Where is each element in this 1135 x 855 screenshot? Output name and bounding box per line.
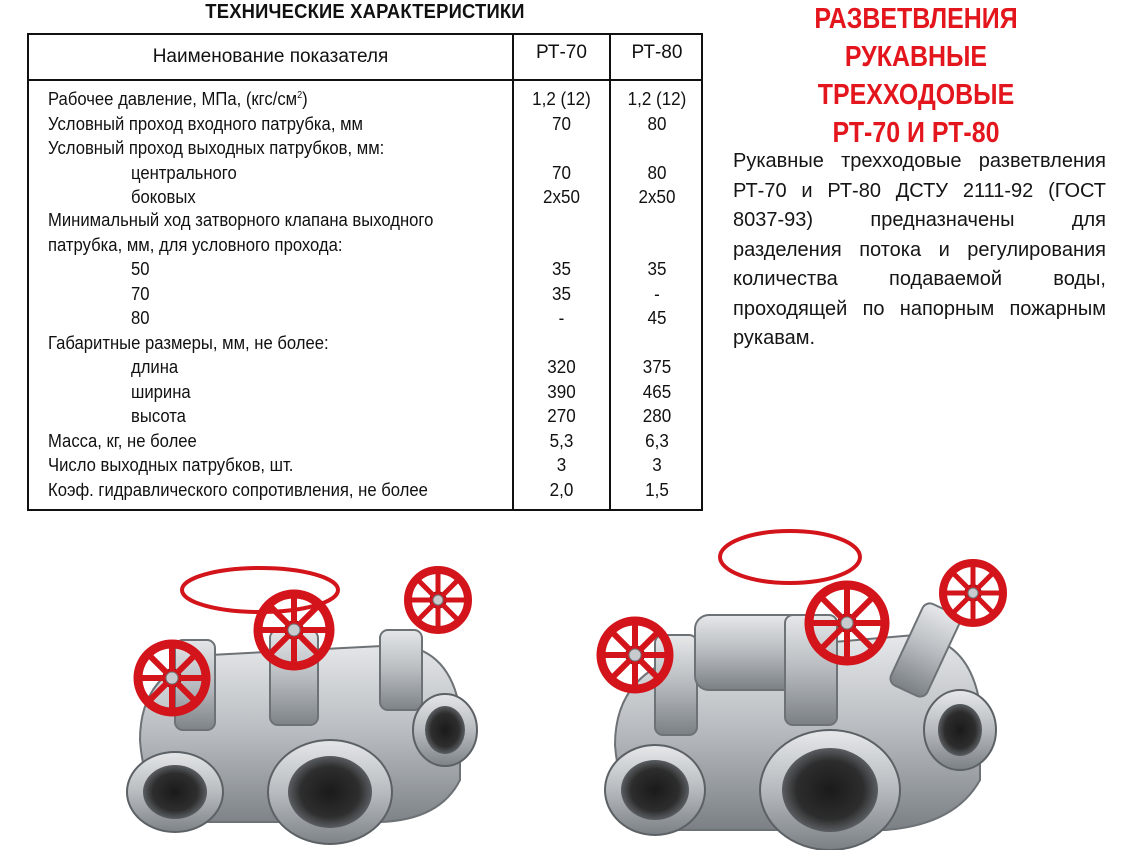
table-row — [29, 404, 701, 429]
row-value-rt80: 1,5 — [645, 478, 669, 500]
row-value-rt80: - — [654, 282, 660, 304]
row-label: боковых — [131, 186, 196, 207]
row-label: патрубка, мм, для условного прохода: — [48, 233, 343, 255]
row-label: Минимальный ход затворного клапана выходного — [48, 209, 434, 230]
spec-table — [27, 33, 703, 511]
header-rt80: РТ-80 — [631, 42, 683, 63]
row-label: Масса, кг, не более — [48, 429, 197, 451]
row-value-rt70: 35 — [552, 258, 571, 279]
row-label: ширина — [131, 380, 191, 402]
row-label: длина — [131, 356, 179, 377]
row-value-rt70: 70 — [552, 161, 571, 183]
row-label: Условный проход выходных патрубков, мм: — [48, 137, 385, 158]
table-row — [29, 282, 701, 307]
table-row — [29, 233, 701, 258]
header-divider — [29, 79, 701, 81]
row-value-rt70: 270 — [547, 405, 576, 426]
row-value-rt70: 390 — [547, 380, 576, 402]
row-label: высота — [131, 405, 186, 426]
row-value-rt70: 1,2 (12) — [532, 88, 591, 109]
row-label: Рабочее давление, МПа, $(кгс/см^2)$ — [48, 88, 308, 109]
row-value-rt70: 70 — [552, 112, 571, 134]
row-value-rt70: 320 — [547, 356, 576, 377]
product-photo-rt70 — [100, 560, 510, 850]
product-photo-rt80 — [585, 525, 1030, 850]
table-row — [29, 478, 701, 503]
table-row — [29, 208, 701, 233]
table-row — [29, 429, 701, 454]
table-row — [29, 306, 701, 331]
table-row — [29, 161, 701, 186]
table-row — [29, 453, 701, 478]
row-value-rt80: 80 — [647, 112, 667, 134]
row-value-rt70: 35 — [552, 282, 571, 304]
table-row — [29, 355, 701, 380]
row-value-rt70: 2х50 — [543, 186, 580, 207]
row-value-rt80: 35 — [647, 258, 667, 279]
header-name: Наименование показателя — [152, 46, 389, 67]
product-description: Рукавные трехходовые разветвления РТ-70 и РТ-80 ДСТУ 2111-92 (ГОСТ 8037-93) предназначены для разделения потока и регулирования количества подаваемой воды, проходящей по напорным пожарным рукавам. — [733, 150, 1106, 349]
row-value-rt70: - — [558, 307, 565, 328]
row-label: Условный проход входного патрубка, мм — [48, 112, 363, 134]
product-title-line: РТ-70 И РТ-80 — [832, 117, 1000, 149]
table-row — [29, 87, 701, 112]
table-row — [29, 331, 701, 356]
row-label: Коэф. гидравлического сопротивления, не более — [48, 478, 428, 500]
table-heading: ТЕХНИЧЕСКИЕ ХАРАКТЕРИСТИКИ — [205, 1, 525, 23]
row-label: 80 — [131, 307, 150, 328]
row-value-rt80: 375 — [642, 356, 672, 377]
row-value-rt80: 465 — [642, 380, 672, 402]
row-label: Число выходных патрубков, шт. — [48, 454, 294, 475]
table-row — [29, 257, 701, 282]
row-label: 70 — [131, 282, 150, 304]
row-value-rt80: 45 — [647, 307, 667, 328]
row-value-rt80: 3 — [652, 454, 662, 475]
row-label: 50 — [131, 258, 150, 279]
row-value-rt80: 6,3 — [645, 429, 669, 451]
row-value-rt80: 1,2 (12) — [627, 88, 687, 109]
row-value-rt80: 280 — [642, 405, 672, 426]
table-row — [29, 185, 701, 208]
row-value-rt80: 2х50 — [638, 186, 676, 207]
product-title-line: ТРЕХХОДОВЫЕ — [817, 79, 1015, 111]
table-row — [29, 136, 701, 161]
header-rt70: РТ-70 — [536, 42, 587, 63]
row-value-rt70: 5,3 — [549, 429, 574, 451]
row-label: Габаритные размеры, мм, не более: — [48, 331, 329, 353]
product-title-line: РАЗВЕТВЛЕНИЯ РУКАВНЫЕ — [814, 3, 1018, 73]
row-value-rt70: 2,0 — [549, 478, 574, 500]
table-row — [29, 380, 701, 405]
table-body — [29, 87, 701, 502]
product-title — [716, 0, 1116, 152]
row-value-rt70: 3 — [556, 454, 567, 475]
table-row — [29, 112, 701, 137]
row-label: центрального — [131, 161, 237, 183]
row-value-rt80: 80 — [647, 161, 667, 183]
